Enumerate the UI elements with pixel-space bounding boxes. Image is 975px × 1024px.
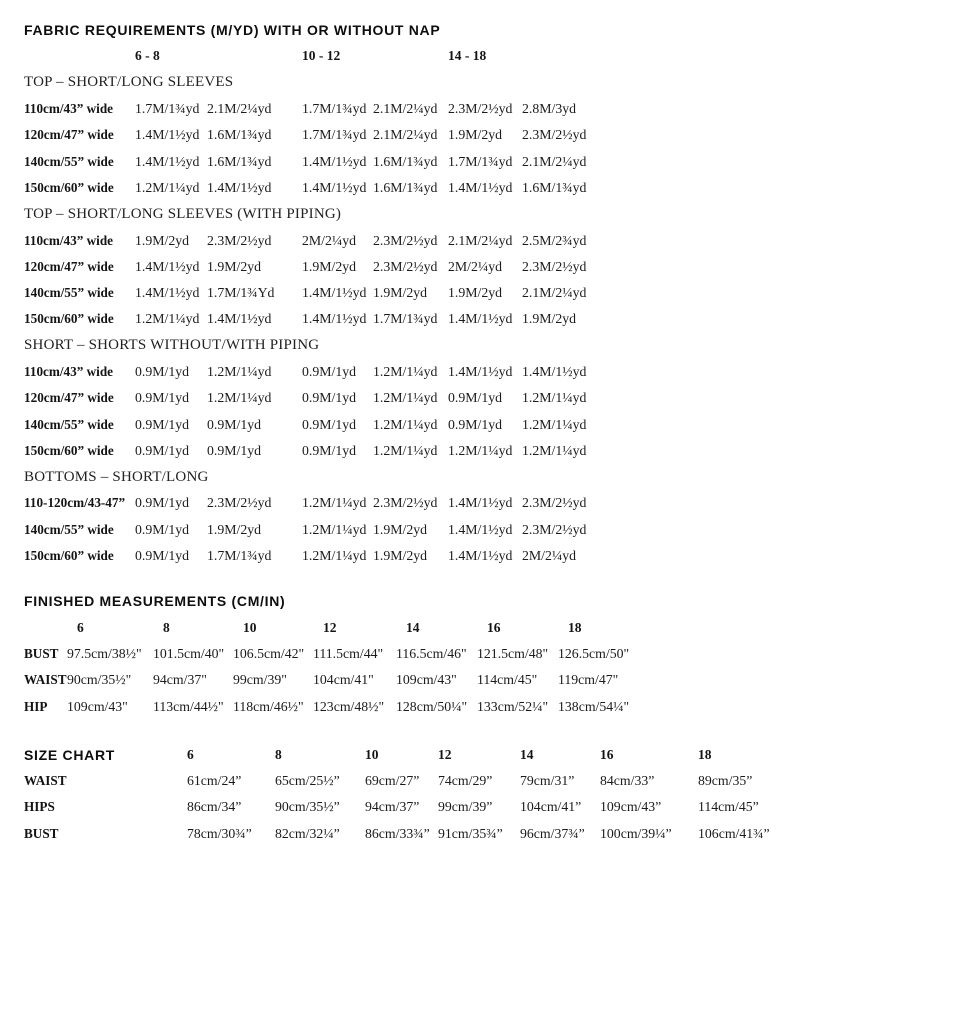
finished-measurements-title: FINISHED MEASUREMENTS (CM/IN) [24, 593, 286, 610]
value-cell: 2.8M/3yd [522, 101, 577, 117]
value-cell: 1.2M/1¼yd [207, 364, 272, 379]
value-cell: 1.4M/1½yd [135, 258, 200, 274]
value-cell: 1.4M/1½yd [207, 179, 272, 195]
row-label: 140cm/55” wide [24, 285, 114, 301]
value-cell: 1.2M/1¼yd [522, 390, 587, 406]
value-cell: 109cm/43" [396, 672, 457, 688]
value-cell: 0.9M/1yd [135, 495, 190, 511]
value-cell: 1.2M/1¼yd [522, 442, 587, 458]
value-cell: 1.2M/1¼yd [522, 416, 587, 432]
row-label: 110cm/43” wide [24, 232, 114, 248]
value-cell: 0.9M/1yd [302, 442, 357, 458]
value-cell: 2.1M/2¼yd [522, 153, 587, 169]
value-cell: 106.5cm/42" [233, 645, 305, 661]
value-cell: 1.4M/1½yd [302, 311, 367, 327]
section-rows [24, 227, 954, 332]
value-cell: 114cm/45” [698, 799, 759, 815]
value-cell: 1.4M/1½yd [448, 364, 513, 379]
row-label: BUST [24, 825, 59, 841]
value-cell: 90cm/35½" [67, 672, 132, 688]
size-col-12: 12 [438, 746, 452, 762]
value-cell: 1.2M/1¼yd [448, 442, 513, 458]
value-cell: 1.2M/1¼yd [302, 495, 367, 511]
table-row [24, 821, 954, 847]
value-cell: 1.6M/1¾yd [373, 179, 438, 195]
value-cell: 2.3M/2½yd [373, 495, 438, 511]
value-cell: 2.3M/2½yd [522, 258, 587, 274]
value-cell: 79cm/31” [520, 773, 575, 789]
value-cell: 1.7M/1¾yd [373, 311, 438, 327]
value-cell: 1.4M/1½yd [448, 548, 513, 564]
size-chart-table [24, 742, 954, 847]
table-row [24, 768, 954, 794]
value-cell: 1.2M/1¼yd [373, 442, 438, 458]
size-col-16: 16 [600, 746, 614, 762]
value-cell: 2.3M/2½yd [522, 127, 587, 143]
finished-measurements-size-header-row [24, 615, 954, 641]
value-cell: 104cm/41” [520, 799, 582, 815]
row-label: 110cm/43” wide [24, 364, 114, 379]
value-cell: 2.1M/2¼yd [207, 101, 272, 117]
value-cell: 118cm/46½" [233, 698, 304, 714]
value-cell: 2.3M/2½yd [373, 258, 438, 274]
value-cell: 94cm/37” [365, 799, 420, 815]
table-row [24, 641, 954, 667]
finished-measurements-table [24, 588, 954, 719]
value-cell: 114cm/45" [477, 672, 538, 688]
value-cell: 1.7M/1¾yd [207, 548, 272, 564]
fabric-requirements-title: FABRIC REQUIREMENTS (M/YD) WITH OR WITHOUT NAP [24, 22, 441, 39]
table-row [24, 693, 954, 719]
size-chart-title: SIZE CHART [24, 746, 115, 763]
row-label: 150cm/60” wide [24, 442, 114, 458]
value-cell: 100cm/39¼” [600, 825, 672, 841]
value-cell: 1.9M/2yd [448, 127, 503, 143]
row-label: WAIST [24, 672, 67, 688]
value-cell: 0.9M/1yd [302, 364, 357, 379]
finished-measurements-rows [24, 641, 954, 720]
value-cell: 1.7M/1¾yd [448, 153, 513, 169]
value-cell: 1.4M/1½yd [522, 364, 587, 379]
value-cell: 0.9M/1yd [135, 548, 190, 564]
value-cell: 0.9M/1yd [135, 390, 190, 406]
value-cell: 1.4M/1½yd [135, 127, 200, 143]
value-cell: 1.7M/1¾yd [302, 101, 367, 117]
value-cell: 1.9M/2yd [522, 311, 577, 327]
value-cell: 0.9M/1yd [135, 521, 190, 537]
section-rows [24, 490, 954, 569]
table-row [24, 794, 954, 820]
table-row [24, 96, 954, 122]
table-row [24, 385, 954, 411]
table-row [24, 280, 954, 306]
value-cell: 2.1M/2¼yd [373, 127, 438, 143]
fabric-requirements-title-row [24, 17, 954, 43]
value-cell: 1.2M/1¼yd [302, 521, 367, 537]
value-cell: 2.3M/2½yd [522, 495, 587, 511]
section-title: BOTTOMS – SHORT/LONG [24, 468, 209, 485]
table-row [24, 306, 954, 332]
value-cell: 0.9M/1yd [302, 390, 357, 406]
value-cell: 96cm/37¾” [520, 825, 585, 841]
size-col-18: 18 [698, 746, 712, 762]
size-col-8: 8 [163, 619, 170, 635]
table-row [24, 148, 954, 174]
value-cell: 126.5cm/50" [558, 645, 630, 661]
value-cell: 2.1M/2¼yd [522, 285, 587, 301]
value-cell: 1.2M/1¼yd [373, 390, 438, 406]
table-row [24, 517, 954, 543]
size-col-18: 18 [568, 619, 582, 635]
value-cell: 2M/2¼yd [448, 258, 503, 274]
table-row [24, 543, 954, 569]
fabric-section-top-sleeves-piping [24, 201, 954, 332]
row-label: 150cm/60” wide [24, 311, 114, 327]
table-row [24, 122, 954, 148]
value-cell: 1.2M/1¼yd [135, 311, 200, 327]
size-col-10: 10 [365, 746, 379, 762]
value-cell: 1.9M/2yd [373, 548, 428, 564]
row-label: 110-120cm/43-47” [24, 495, 126, 511]
value-cell: 1.6M/1¾yd [373, 153, 438, 169]
value-cell: 109cm/43" [67, 698, 128, 714]
value-cell: 86cm/33¾” [365, 825, 430, 841]
row-label: WAIST [24, 773, 67, 789]
row-label: 140cm/55” wide [24, 416, 114, 432]
value-cell: 119cm/47" [558, 672, 619, 688]
value-cell: 138cm/54¼" [558, 698, 630, 714]
value-cell: 84cm/33” [600, 773, 655, 789]
table-row [24, 254, 954, 280]
size-col-6: 6 [77, 619, 84, 635]
value-cell: 1.6M/1¾yd [207, 127, 272, 143]
row-label: 110cm/43” wide [24, 101, 114, 117]
value-cell: 1.9M/2yd [207, 521, 262, 537]
value-cell: 2.3M/2½yd [522, 521, 587, 537]
value-cell: 106cm/41¾” [698, 825, 770, 841]
value-cell: 1.4M/1½yd [135, 153, 200, 169]
value-cell: 109cm/43” [600, 799, 662, 815]
size-col-16: 16 [487, 619, 501, 635]
value-cell: 1.2M/1¼yd [373, 416, 438, 432]
size-chart-header-row [24, 742, 954, 768]
value-cell: 1.4M/1½yd [302, 179, 367, 195]
value-cell: 74cm/29” [438, 773, 493, 789]
value-cell: 1.9M/2yd [373, 285, 428, 301]
size-col-14: 14 [520, 746, 534, 762]
size-col-14: 14 [406, 619, 420, 635]
table-row [24, 490, 954, 516]
section-title: TOP – SHORT/LONG SLEEVES [24, 74, 234, 91]
fabric-section-bottoms [24, 464, 954, 569]
value-cell: 113cm/44½" [153, 698, 224, 714]
value-cell: 128cm/50¼" [396, 698, 468, 714]
row-label: 140cm/55” wide [24, 153, 114, 169]
value-cell: 2M/2¼yd [522, 548, 577, 564]
value-cell: 1.4M/1½yd [302, 285, 367, 301]
value-cell: 69cm/27” [365, 773, 420, 789]
value-cell: 2.1M/2¼yd [373, 101, 438, 117]
value-cell: 0.9M/1yd [207, 442, 262, 458]
table-row [24, 359, 954, 385]
value-cell: 1.4M/1½yd [302, 153, 367, 169]
value-cell: 2.3M/2½yd [207, 232, 272, 248]
value-cell: 123cm/48½" [313, 698, 385, 714]
section-rows [24, 96, 954, 201]
value-cell: 1.7M/1¾yd [135, 101, 200, 117]
row-label: 140cm/55” wide [24, 521, 114, 537]
row-label: BUST [24, 645, 59, 661]
value-cell: 1.2M/1¼yd [373, 364, 438, 379]
value-cell: 104cm/41" [313, 672, 374, 688]
value-cell: 2.1M/2¼yd [448, 232, 513, 248]
value-cell: 86cm/34” [187, 799, 242, 815]
section-title-row [24, 70, 954, 96]
value-cell: 0.9M/1yd [448, 416, 503, 432]
value-cell: 82cm/32¼” [275, 825, 340, 841]
value-cell: 1.9M/2yd [207, 258, 262, 274]
value-cell: 1.6M/1¾yd [207, 153, 272, 169]
value-cell: 2.5M/2¾yd [522, 232, 587, 248]
section-title: SHORT – SHORTS WITHOUT/WITH PIPING [24, 337, 320, 354]
value-cell: 133cm/52¼" [477, 698, 549, 714]
value-cell: 0.9M/1yd [207, 416, 262, 432]
size-group-6-8: 6 - 8 [135, 48, 160, 64]
value-cell: 0.9M/1yd [448, 390, 503, 406]
section-title-row [24, 333, 954, 359]
row-label: 150cm/60” wide [24, 179, 114, 195]
value-cell: 78cm/30¾” [187, 825, 252, 841]
value-cell: 99cm/39" [233, 672, 287, 688]
table-row [24, 411, 954, 437]
value-cell: 101.5cm/40" [153, 645, 225, 661]
value-cell: 1.7M/1¾Yd [207, 285, 275, 301]
value-cell: 2.3M/2½yd [448, 101, 513, 117]
value-cell: 1.9M/2yd [302, 258, 357, 274]
value-cell: 2.3M/2½yd [373, 232, 438, 248]
table-row [24, 175, 954, 201]
row-label: HIP [24, 698, 48, 714]
section-title-row [24, 201, 954, 227]
value-cell: 1.4M/1½yd [448, 311, 513, 327]
value-cell: 90cm/35½” [275, 799, 340, 815]
value-cell: 65cm/25½” [275, 773, 340, 789]
value-cell: 1.4M/1½yd [207, 311, 272, 327]
value-cell: 1.2M/1¼yd [135, 179, 200, 195]
row-label: 120cm/47” wide [24, 127, 114, 143]
value-cell: 2.3M/2½yd [207, 495, 272, 511]
value-cell: 2M/2¼yd [302, 232, 357, 248]
value-cell: 1.4M/1½yd [135, 285, 200, 301]
value-cell: 91cm/35¾” [438, 825, 503, 841]
value-cell: 116.5cm/46" [396, 645, 467, 661]
fabric-section-top-sleeves [24, 70, 954, 201]
value-cell: 111.5cm/44" [313, 645, 384, 661]
value-cell: 1.9M/2yd [135, 232, 190, 248]
value-cell: 1.4M/1½yd [448, 521, 513, 537]
value-cell: 1.9M/2yd [448, 285, 503, 301]
fabric-requirements-table [24, 17, 954, 569]
size-col-10: 10 [243, 619, 257, 635]
table-row [24, 227, 954, 253]
section-title: TOP – SHORT/LONG SLEEVES (WITH PIPING) [24, 205, 342, 222]
row-label: 120cm/47” wide [24, 258, 114, 274]
value-cell: 121.5cm/48" [477, 645, 549, 661]
size-group-14-18: 14 - 18 [448, 48, 487, 64]
value-cell: 0.9M/1yd [135, 416, 190, 432]
value-cell: 1.4M/1½yd [448, 179, 513, 195]
value-cell: 0.9M/1yd [302, 416, 357, 432]
section-title-row [24, 464, 954, 490]
size-col-8: 8 [275, 746, 282, 762]
finished-measurements-title-row [24, 588, 954, 614]
value-cell: 0.9M/1yd [135, 364, 190, 379]
value-cell: 1.4M/1½yd [448, 495, 513, 511]
value-cell: 1.2M/1¼yd [207, 390, 272, 406]
row-label: 120cm/47” wide [24, 390, 114, 406]
size-group-10-12: 10 - 12 [302, 48, 341, 64]
value-cell: 97.5cm/38½" [67, 645, 142, 661]
value-cell: 1.6M/1¾yd [522, 179, 587, 195]
size-col-12: 12 [323, 619, 337, 635]
value-cell: 61cm/24” [187, 773, 242, 789]
value-cell: 89cm/35” [698, 773, 753, 789]
value-cell: 99cm/39” [438, 799, 493, 815]
value-cell: 94cm/37" [153, 672, 207, 688]
table-row [24, 667, 954, 693]
row-label: HIPS [24, 799, 55, 815]
row-label: 150cm/60” wide [24, 548, 114, 564]
value-cell: 1.7M/1¾yd [302, 127, 367, 143]
fabric-section-shorts [24, 333, 954, 464]
value-cell: 0.9M/1yd [135, 442, 190, 458]
value-cell: 1.9M/2yd [373, 521, 428, 537]
fabric-size-group-header-row [24, 43, 954, 69]
value-cell: 1.2M/1¼yd [302, 548, 367, 564]
table-row [24, 438, 954, 464]
size-chart-rows [24, 768, 954, 847]
section-rows [24, 359, 954, 464]
size-col-6: 6 [187, 746, 194, 762]
